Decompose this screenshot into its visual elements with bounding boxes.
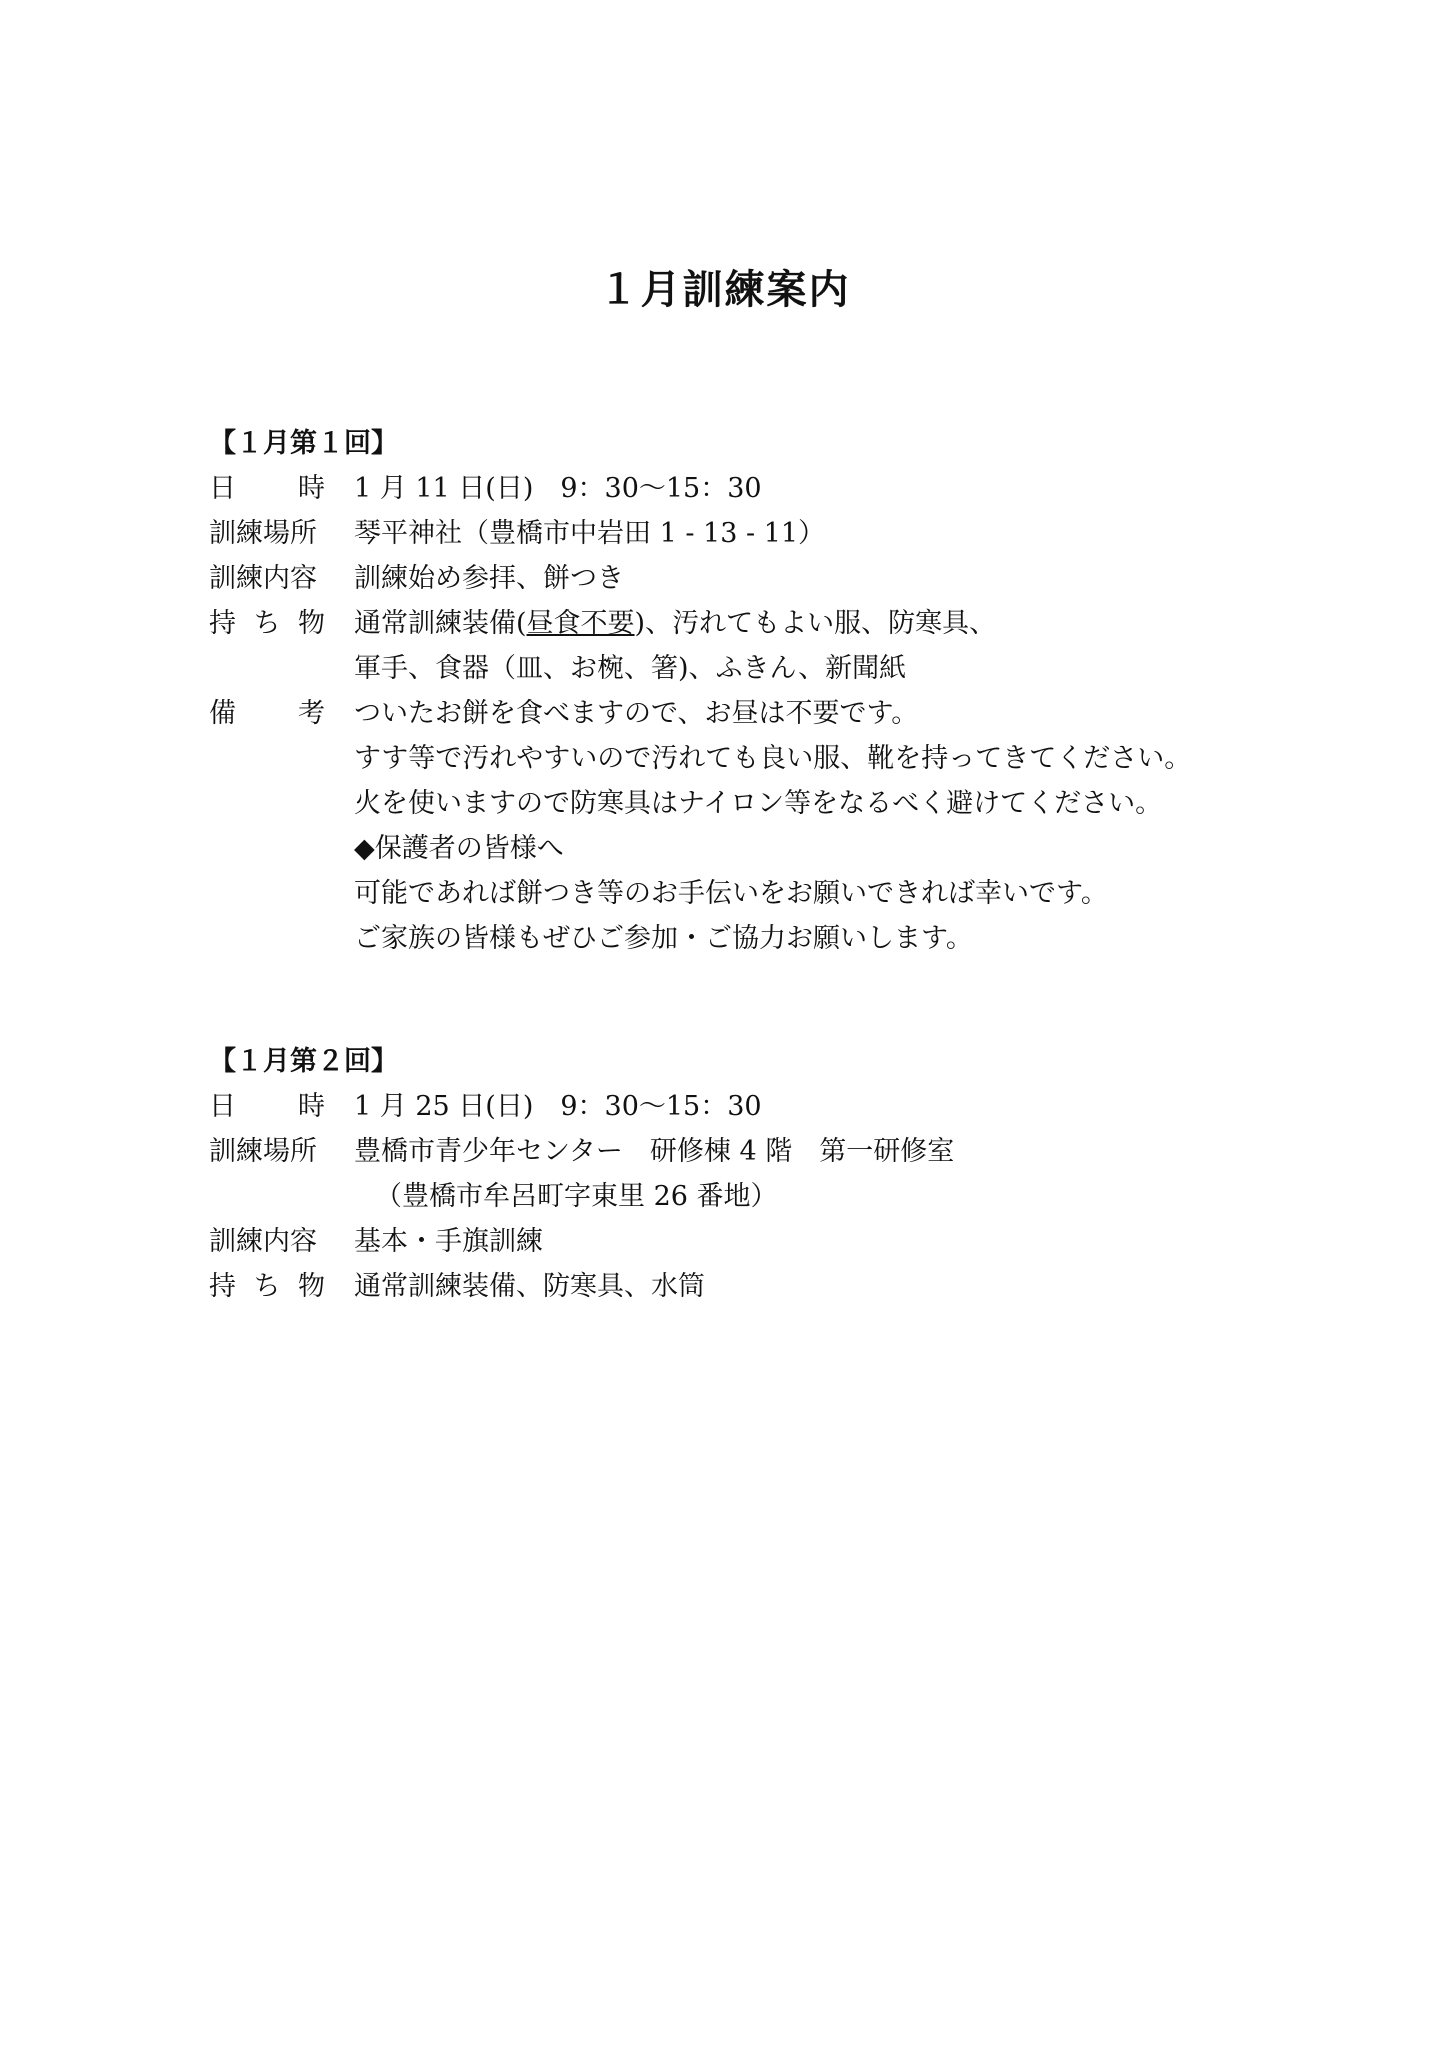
date-value: 1 月 25 日(日) 9：30〜15：30 (354, 1091, 762, 1122)
date-label: 日 時 (209, 1091, 325, 1122)
notes-line: ご家族の皆様もぜひご参加・ご協力お願いします。 (354, 923, 973, 954)
place-label: 訓練場所 (209, 518, 317, 549)
session-2 (209, 1039, 1309, 1309)
session-1 (209, 421, 1309, 961)
items-label: 持 ち 物 (209, 608, 325, 639)
page-title: １月訓練案内 (598, 267, 851, 313)
notes-row-continued (209, 781, 1309, 826)
place-row-continued (209, 1174, 1309, 1219)
items-row (209, 1264, 1309, 1309)
items-label: 持 ち 物 (209, 1271, 325, 1302)
items-value-line2: 軍手、食器（皿、お椀、箸)、ふきん、新聞紙 (354, 653, 907, 684)
content-label: 訓練内容 (209, 563, 317, 594)
place-row (209, 1129, 1309, 1174)
place-value: 琴平神社（豊橋市中岩田 1 - 13 - 11） (354, 518, 826, 549)
items-row-continued (209, 646, 1309, 691)
place-label: 訓練場所 (209, 1136, 317, 1167)
content-value: 基本・手旗訓練 (354, 1226, 543, 1257)
date-row (209, 466, 1309, 511)
content-value: 訓練始め参拝、餅つき (354, 563, 624, 594)
notes-row-continued (209, 826, 1309, 871)
lunch-not-needed-emphasis: 昼食不要 (526, 608, 635, 639)
session-heading: 【１月第１回】 (209, 428, 398, 459)
date-row (209, 1084, 1309, 1129)
notes-row-continued (209, 916, 1309, 961)
place-value: 豊橋市青少年センター 研修棟 4 階 第一研修室 (354, 1136, 955, 1167)
notes-line: ついたお餅を食べますので、お昼は不要です。 (354, 698, 919, 729)
guardian-heading: ◆保護者の皆様へ (354, 833, 564, 864)
session-heading: 【１月第２回】 (209, 1046, 398, 1077)
content-label: 訓練内容 (209, 1226, 317, 1257)
notes-label: 備 考 (209, 698, 325, 729)
content-row (209, 556, 1309, 601)
items-row (209, 601, 1309, 646)
notes-row-continued (209, 871, 1309, 916)
place-address: （豊橋市牟呂町字東里 26 番地） (375, 1181, 778, 1212)
date-label: 日 時 (209, 473, 325, 504)
content-row (209, 1219, 1309, 1264)
notes-line: すす等で汚れやすいので汚れても良い服、靴を持ってきてください。 (354, 743, 1192, 774)
notes-row (209, 691, 1309, 736)
notes-line: 可能であれば餅つき等のお手伝いをお願いできれば幸いです。 (354, 878, 1108, 909)
notes-line: 火を使いますので防寒具はナイロン等をなるべく避けてください。 (354, 788, 1163, 819)
notes-row-continued (209, 736, 1309, 781)
items-value: 通常訓練装備(昼食不要)、汚れてもよい服、防寒具、 (354, 608, 997, 639)
place-row (209, 511, 1309, 556)
date-value: 1 月 11 日(日) 9：30〜15：30 (354, 473, 762, 504)
items-value: 通常訓練装備、防寒具、水筒 (354, 1271, 705, 1302)
